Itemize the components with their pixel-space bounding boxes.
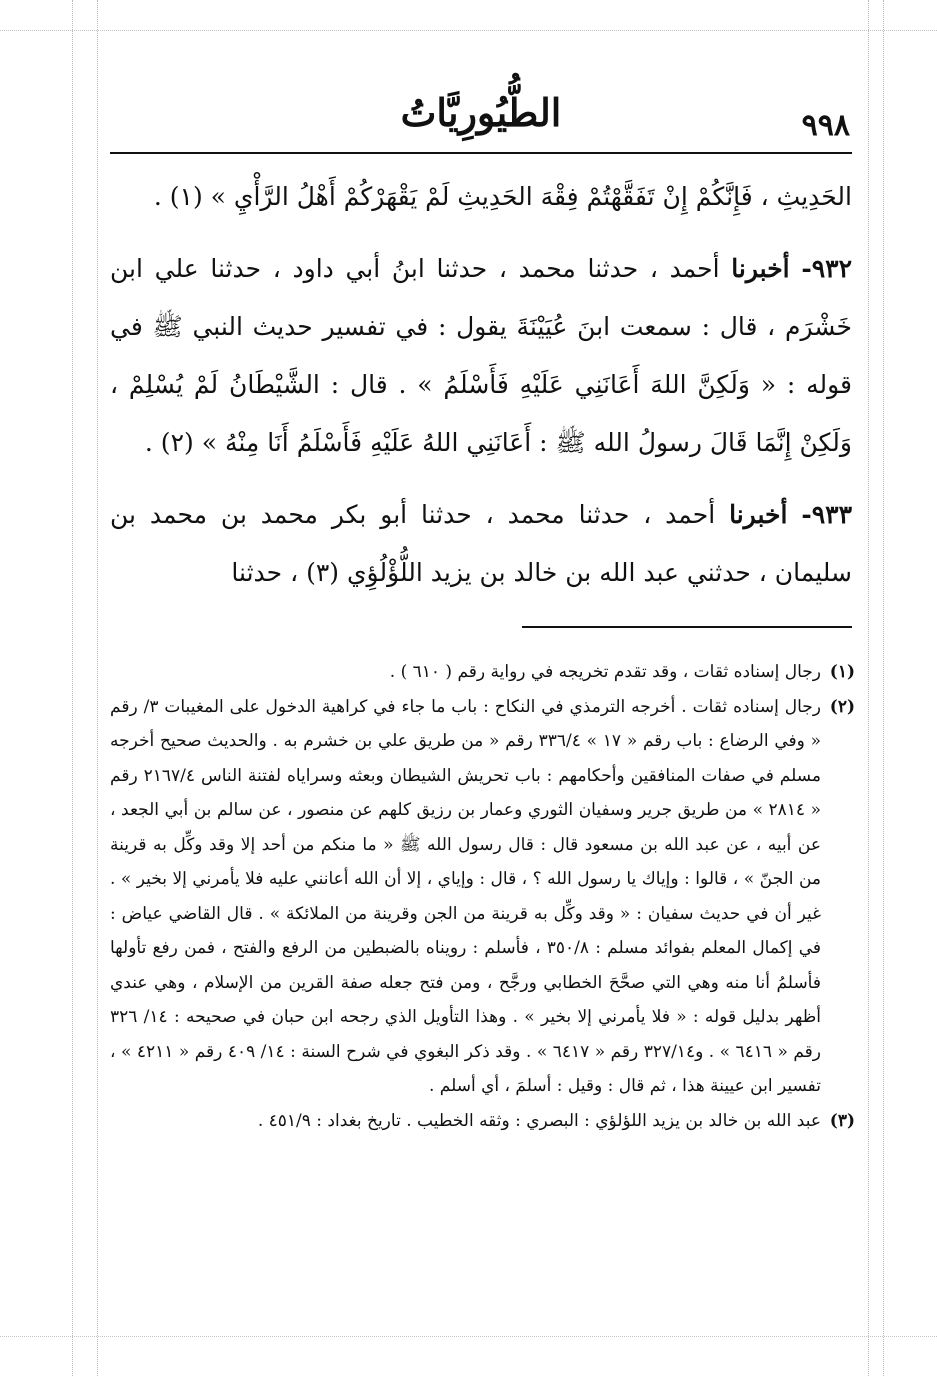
hadith-text: أحمد ، حدثنا محمد ، حدثنا ابنُ أبي داود ، حدثنا علي ابن خَشْرَم ، قال : سمعت ابنَ عُيَيْنَةَ يقول : في تفسير حديث النبي ﷺ في قوله : « وَلَكِنَّ اللهَ أَعَانَنِي عَلَيْهِ فَأَسْلَمُ » . قال : الشَّيْطَانُ لَمْ يُسْلِمْ ، وَلَكِنْ إِنَّمَا قَالَ رسولُ الله ﷺ : أَعَانَنِي اللهُ عَلَيْهِ فَأَسْلَمُ أَنَا مِنْهُ » (٢) .	[110, 254, 852, 457]
hadith-933	[110, 486, 852, 602]
footnote-text: عبد الله بن خالد بن يزيد اللؤلؤي : البصري : وثقه الخطيب . تاريخ بغداد : ٤٥١/٩ .	[257, 1110, 821, 1131]
header-rule	[110, 152, 852, 154]
hadith-text: أحمد ، حدثنا محمد ، حدثنا أبو بكر محمد بن محمد بن سليمان ، حدثني عبد الله بن خالد بن يزيد اللُّؤْلُؤِي (٣) ، حدثنا	[110, 500, 852, 587]
footnote-separator	[522, 626, 852, 628]
footnote-marker: (٢)	[829, 696, 855, 717]
footnote-marker: (٣)	[829, 1110, 855, 1131]
page-header	[110, 86, 852, 156]
running-title: الطُّيُورِيَّاتُ	[400, 90, 562, 135]
scan-guide-line	[883, 0, 884, 1376]
narration-keyword: أخبرنا	[731, 254, 790, 283]
hadith-number: ٩٣٢-	[801, 254, 853, 283]
footnote-1	[110, 655, 855, 690]
footnote-text: رجال إسناده ثقات ، وقد تقدم تخريجه في رواية رقم ( ٦١٠ ) .	[389, 662, 821, 682]
scan-guide-line	[72, 0, 73, 1376]
main-text	[110, 168, 852, 602]
hadith-932	[110, 240, 852, 472]
scan-guide-line	[0, 30, 937, 31]
page-number: ٩٩٨	[801, 108, 850, 143]
footnote-marker: (١)	[829, 662, 855, 682]
paragraph-continuation: الحَدِيثِ ، فَإِنَّكُمْ إِنْ تَفَقَّهْتُمْ فِقْهَ الحَدِيثِ لَمْ يَقْهَرْكُمْ أَهْلُ الرَّأْيِ » (١) .	[153, 182, 852, 211]
hadith-number: ٩٣٣-	[801, 500, 853, 529]
footnote-3	[110, 1104, 855, 1139]
scan-guide-line	[868, 0, 869, 1376]
footnote-2	[110, 690, 855, 1104]
scan-guide-line	[0, 1336, 937, 1337]
footnote-text: رجال إسناده ثقات . أخرجه الترمذي في النكاح : باب ما جاء في كراهية الدخول على المغيبات ٣/ رقم « وفي الرضاع : باب رقم « ١٧ » ٣٣٦/٤ رقم « من طريق علي بن خشرم به . والحديث صحيح أخرجه مسلم في صفات المنافقين وأحكامهم : باب تحريش الشيطان وبعثه وسراياه لفتنة الناس ٢١٦٧/٤ رقم « ٢٨١٤ » من طريق جرير وسفيان الثوري وعمار بن رزيق كلهم عن منصور ، عن سالم بن أبي الجعد ، عن أبيه ، عن عبد الله بن مسعود قال : قال رسول الله ﷺ « ما منكم من أحد إلا وقد وكِّل به قرينة من الجنّ » ، قالوا : وإياك يا رسول الله ؟ ، قال : وإياي ، إلا أن الله أعانني عليه فلا يأمرني إلا بخير » . غير أن في حديث سفيان : « وقد وكِّل به قرينة من الجن وقرينة من الملائكة » . قال القاضي عياض : في إكمال المعلم بفوائد مسلم : ٣٥٠/٨ ، فأسلم : رويناه بالضبطين من الرفع والفتح ، فمن رفع تأولها فأسلمُ أنا منه وهي التي صحَّحَ الخطابي ورجَّح ، ومن فتح جعله صفة القرين من الإسلام ، وهي عندي أظهر بدليل قوله : « فلا يأمرني إلا بخير » . وهذا التأويل الذي رجحه ابن حبان في صحيحه : ١٤/ ٣٢٦ رقم « ٦٤١٦ » . و٣٢٧/١٤ رقم « ٦٤١٧ » . وقد ذكر البغوي في شرح السنة : ١٤/ ٤٠٩ رقم « ٤٢١١ » ، تفسير ابن عيينة هذا ، ثم قال : وقيل : أسلمَ ، أي أسلم .	[110, 696, 822, 1096]
scan-guide-line	[97, 0, 98, 1376]
footnotes	[110, 655, 855, 1138]
narration-keyword: أخبرنا	[729, 500, 788, 529]
